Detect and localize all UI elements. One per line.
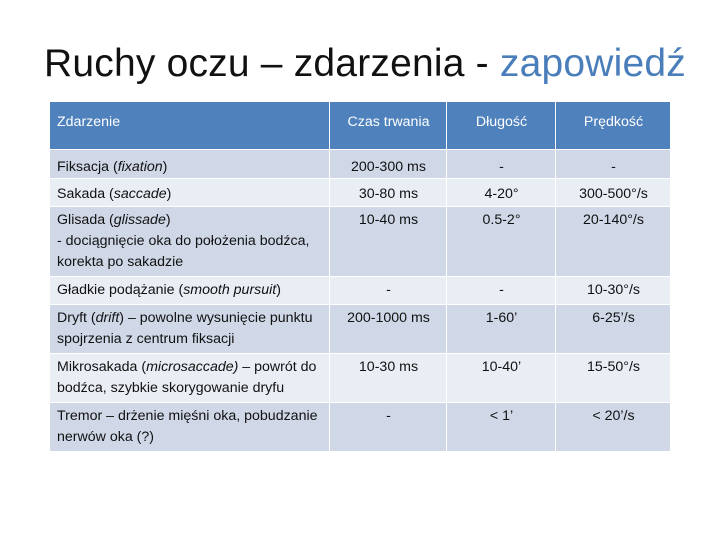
duration-cell: -: [330, 277, 447, 305]
table-row: [50, 354, 671, 403]
table-row: [50, 403, 671, 452]
event-cell: Sakada (saccade): [50, 179, 330, 207]
speed-cell: 6-25’/s: [556, 305, 671, 354]
header-event: Zdarzenie: [50, 102, 330, 150]
duration-cell: 10-40 ms: [330, 207, 447, 277]
header-length: Długość: [447, 102, 556, 150]
speed-cell: < 20’/s: [556, 403, 671, 452]
table-row: [50, 150, 671, 179]
event-cell: Dryft (drift) – powolne wysunięcie punktu spojrzenia z centrum fiksacji: [50, 305, 330, 354]
eye-events-table: [49, 101, 671, 452]
table-header-row: [50, 102, 671, 150]
table-row: [50, 305, 671, 354]
length-cell: -: [447, 150, 556, 179]
duration-cell: 10-30 ms: [330, 354, 447, 403]
table-row: [50, 207, 671, 277]
speed-cell: 15-50°/s: [556, 354, 671, 403]
slide-title: [44, 42, 686, 86]
speed-cell: -: [556, 150, 671, 179]
header-speed: Prędkość: [556, 102, 671, 150]
duration-cell: 200-300 ms: [330, 150, 447, 179]
duration-cell: -: [330, 403, 447, 452]
length-cell: 10-40’: [447, 354, 556, 403]
event-cell: Gładkie podążanie (smooth pursuit): [50, 277, 330, 305]
event-cell: Fiksacja (fixation): [50, 150, 330, 179]
title-accent: zapowiedź: [499, 42, 686, 85]
event-cell: Tremor – drżenie mięśni oka, pobudzanie nerwów oka (?): [50, 403, 330, 452]
length-cell: 0.5-2°: [447, 207, 556, 277]
title-main: Ruchy oczu – zdarzenia -: [44, 42, 500, 85]
length-cell: 4-20°: [447, 179, 556, 207]
event-cell: Mikrosakada (microsaccade) – powrót do bodźca, szybkie skorygowanie dryfu: [50, 354, 330, 403]
speed-cell: 20-140°/s: [556, 207, 671, 277]
event-cell: Glisada (glissade) - dociągnięcie oka do położenia bodźca, korekta po sakadzie: [50, 207, 330, 277]
length-cell: < 1’: [447, 403, 556, 452]
header-duration: Czas trwania: [330, 102, 447, 150]
table-row: [50, 277, 671, 305]
duration-cell: 30-80 ms: [330, 179, 447, 207]
duration-cell: 200-1000 ms: [330, 305, 447, 354]
speed-cell: 10-30°/s: [556, 277, 671, 305]
length-cell: 1-60’: [447, 305, 556, 354]
table-row: [50, 179, 671, 207]
speed-cell: 300-500°/s: [556, 179, 671, 207]
length-cell: -: [447, 277, 556, 305]
